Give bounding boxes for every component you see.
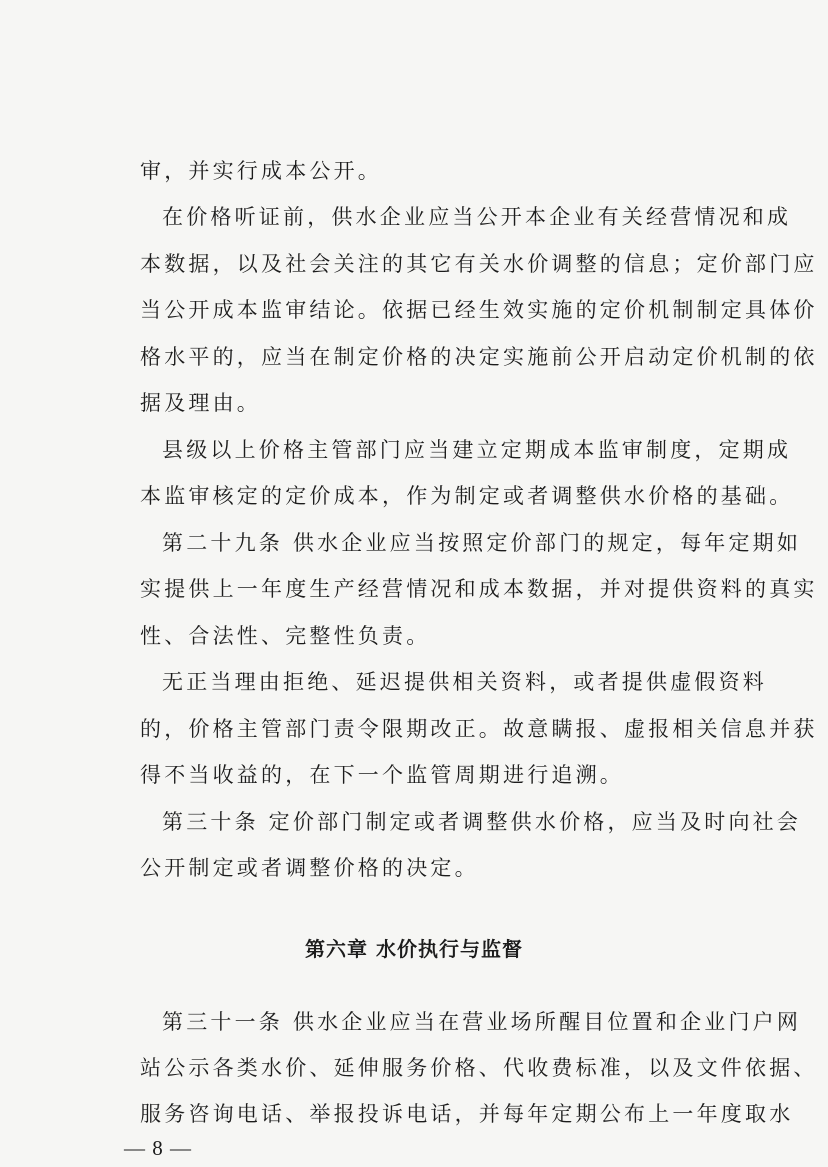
- text-line: 格水平的，应当在制定价格的决定实施前公开启动定价机制的依: [140, 345, 818, 369]
- text-line: 在价格听证前，供水企业应当公开本企业有关经营情况和成: [162, 205, 792, 229]
- text-line: 县级以上价格主管部门应当建立定期成本监审制度，定期成: [162, 438, 792, 462]
- text-line: 服务咨询电话、举报投诉电话，并每年定期公布上一年度取水: [140, 1102, 794, 1126]
- text-line: 当公开成本监审结论。依据已经生效实施的定价机制制定具体价: [140, 298, 818, 322]
- text-line: 无正当理由拒绝、延迟提供相关资料，或者提供虚假资料: [162, 670, 767, 694]
- chapter-title: 第六章 水价执行与监督: [305, 937, 523, 961]
- text-line: 审，并实行成本公开。: [140, 159, 382, 183]
- text-line: 性、合法性、完整性负责。: [140, 624, 431, 648]
- text-line: 本数据，以及社会关注的其它有关水价调整的信息；定价部门应: [140, 252, 818, 276]
- page-number: — 8 —: [124, 1136, 192, 1160]
- text-line: 据及理由。: [140, 391, 261, 415]
- text-line: 站公示各类水价、延伸服务价格、代收费标准，以及文件依据、: [140, 1056, 818, 1080]
- text-line: 本监审核定的定价成本，作为制定或者调整供水价格的基础。: [140, 484, 794, 508]
- text-line: 实提供上一年度生产经营情况和成本数据，并对提供资料的真实: [140, 577, 818, 601]
- article-line: 第三十条 定价部门制定或者调整供水价格，应当及时向社会: [162, 810, 802, 834]
- article-line: 第三十一条 供水企业应当在营业场所醒目位置和企业门户网: [162, 1010, 802, 1034]
- text-line: 得不当收益的，在下一个监管周期进行追溯。: [140, 763, 624, 787]
- article-line: 第二十九条 供水企业应当按照定价部门的规定，每年定期如: [162, 531, 802, 555]
- text-line: 公开制定或者调整价格的决定。: [140, 856, 479, 880]
- text-line: 的，价格主管部门责令限期改正。故意瞒报、虚报相关信息并获: [140, 717, 818, 741]
